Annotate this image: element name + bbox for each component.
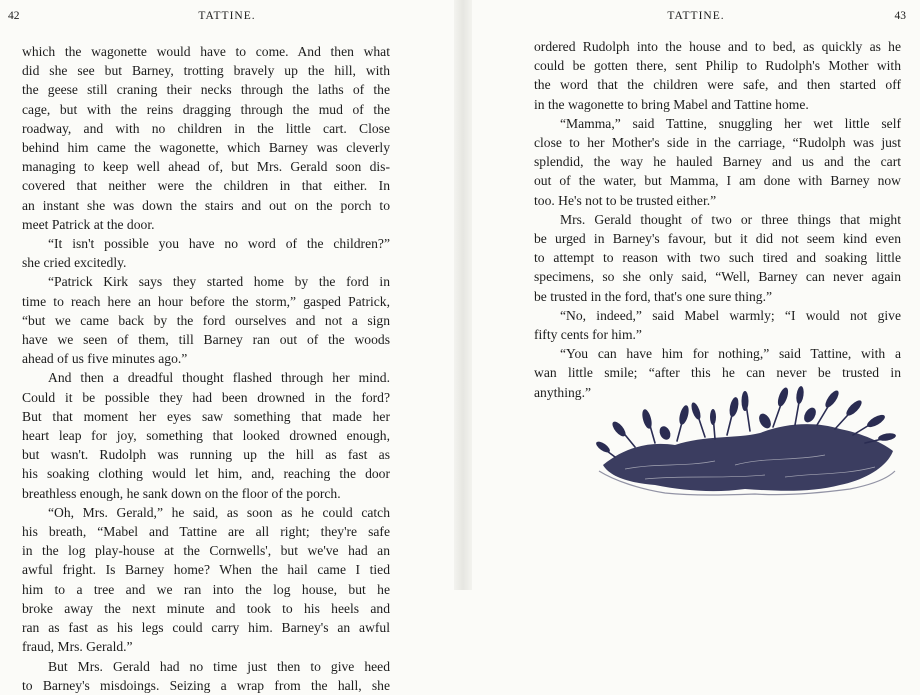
text-line: him to a tree and we ran into the log house, but he: [22, 581, 390, 597]
text-line: the word that the children were safe, and then started off: [534, 77, 901, 93]
text-line: to attempt to reason with two such tired and soaking little: [534, 250, 901, 266]
text-line: breathless enough, he sank down on the floor of the porch.: [22, 485, 341, 501]
text-line: which the wagonette would have to come. And then what: [22, 44, 390, 59]
text-line: But Mrs. Gerald had no time just then to give heed: [48, 658, 390, 674]
text-line: “Mamma,” said Tattine, snuggling her wet little self: [560, 115, 901, 131]
text-line: “No, indeed,” said Mabel warmly; “I would not give: [560, 307, 901, 323]
text-line: did she see but Barney, trotting bravely up the hill, with: [22, 63, 390, 79]
text-line: ordered Rudolph into the house and to bed, as quickly as he: [534, 39, 901, 54]
text-line: roadway, and with no children in the little cart. Close: [22, 120, 390, 136]
text-line: “Patrick Kirk says they started home by the ford in: [48, 274, 390, 290]
foliage-vignette-icon: [595, 385, 897, 497]
text-line: “but we came back by the ford ourselves and not a sign: [22, 312, 390, 328]
text-line: behind him came the wagonette, which Barney was cleverly: [22, 140, 390, 156]
text-line: have we seen of them, till Barney ran out of the woods: [22, 332, 390, 348]
text-line: fifty cents for him.”: [534, 327, 642, 343]
page-text: [534, 37, 901, 402]
text-line: heart leap for joy, something that looked drowned enough,: [22, 428, 390, 444]
running-head: TATTINE.: [667, 10, 725, 22]
page-number: 43: [894, 10, 906, 22]
text-line: “You can have him for nothing,” said Tattine, with a: [560, 346, 901, 362]
text-line: covered that neither were the children in that either. In: [22, 178, 390, 194]
text-line: his breath, “Mabel and Tattine are all right; they're safe: [22, 524, 390, 540]
text-line: cage, but with the reins dragging through the mud of the: [22, 101, 390, 117]
text-line: in the wagonette to bring Mabel and Tattine home.: [534, 96, 809, 112]
text-line: ran as fast as his legs could carry him. Barney's an awful: [22, 620, 390, 636]
text-line: to Barney's misdoings. Seizing a wrap from the hall, she: [22, 677, 390, 693]
text-line: splendid, the way he hauled Barney and us and the cart: [534, 154, 901, 170]
text-line: time to reach here an hour before the storm,” gasped Patrick,: [22, 293, 390, 309]
text-line: his soaking clothing would let him, and, reaching the door: [22, 466, 390, 482]
text-line: meet Patrick at the door.: [22, 216, 155, 232]
text-line: an instant she was down the stairs and out on the porch to: [22, 197, 390, 213]
text-line: close to her Mother's side in the carriage, “Rudolph was just: [534, 135, 901, 151]
text-line: out of the water, but Mamma, I am done with Barney now: [534, 173, 901, 189]
text-line: she cried excitedly.: [22, 255, 127, 271]
text-line: fraud, Mrs. Gerald.”: [22, 639, 133, 655]
text-line: in the log play-house at the Cornwells', but we've had an: [22, 543, 390, 559]
text-line: “Oh, Mrs. Gerald,” he said, as soon as he could catch: [48, 504, 390, 520]
text-line: ahead of us five minutes ago.”: [22, 351, 188, 367]
left-page: [0, 0, 454, 693]
text-line: too. He's not to be trusted either.”: [534, 192, 717, 208]
text-line: managing to keep well ahead of, but Mrs. Gerald soon dis-: [22, 159, 390, 175]
running-head: TATTINE.: [198, 10, 256, 22]
right-page: [472, 0, 920, 590]
page-number: 42: [8, 10, 20, 22]
text-line: awful fright. Is Barney home? When the hail came I tied: [22, 562, 390, 578]
text-line: wan little smile; “after this he can never be trusted in: [534, 365, 901, 381]
text-line: specimens, so she only said, “Well, Barney can never again: [534, 269, 901, 285]
text-line: Mrs. Gerald thought of two or three things that might: [560, 211, 901, 227]
page-gutter: [454, 0, 472, 590]
text-line: but wasn't. Rudolph was running up the hill as fast as: [22, 447, 390, 463]
page-text: [22, 42, 390, 695]
text-line: anything.”: [534, 384, 592, 400]
text-line: “It isn't possible you have no word of the children?”: [48, 236, 390, 252]
text-line: Could it be possible they had been drowned in the ford?: [22, 389, 390, 405]
text-line: the geese still craning their necks through the laths of the: [22, 82, 390, 98]
text-line: But that moment her eyes saw something that made her: [22, 408, 390, 424]
text-line: And then a dreadful thought flashed through her mind.: [48, 370, 390, 386]
text-line: be urged in Barney's favour, but it did not seem kind even: [534, 231, 901, 247]
text-line: broke away the next minute and took to his heels and: [22, 600, 390, 616]
text-line: could be gotten there, sent Philip to Rudolph's Mother with: [534, 58, 901, 74]
text-line: be trusted in the ford, that's one sure thing.”: [534, 288, 773, 304]
